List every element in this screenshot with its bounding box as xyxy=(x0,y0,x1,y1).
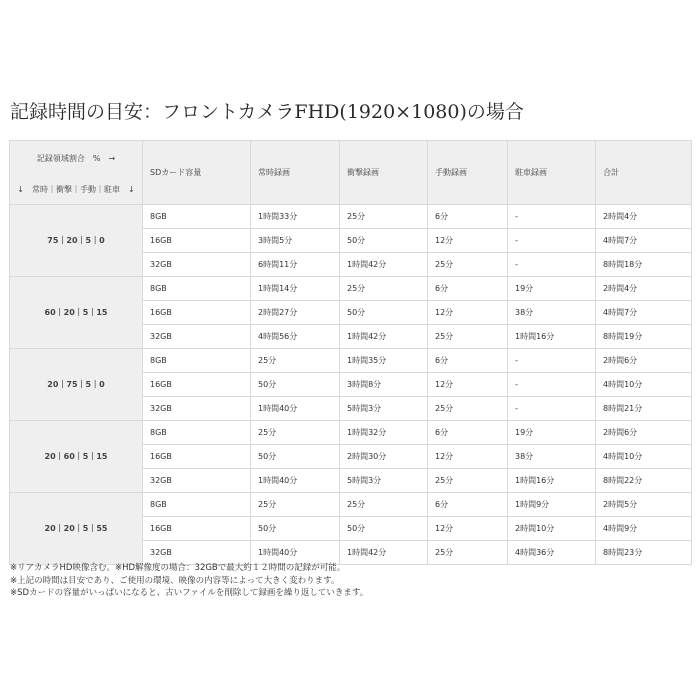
manual-time-cell: 12分 xyxy=(428,301,508,325)
sd-capacity-cell: 16GB xyxy=(143,229,251,253)
continuous-time-cell: 25分 xyxy=(251,349,340,373)
parking-time-cell: 1時間9分 xyxy=(508,493,596,517)
impact-time-cell: 25分 xyxy=(340,277,428,301)
table-row xyxy=(10,205,692,229)
continuous-time-cell: 50分 xyxy=(251,517,340,541)
total-time-cell: 4時間10分 xyxy=(596,373,692,397)
manual-time-cell: 6分 xyxy=(428,349,508,373)
impact-time-cell: 25分 xyxy=(340,205,428,229)
sd-capacity-cell: 32GB xyxy=(143,325,251,349)
continuous-time-cell: 2時間27分 xyxy=(251,301,340,325)
manual-time-cell: 12分 xyxy=(428,373,508,397)
continuous-time-cell: 25分 xyxy=(251,493,340,517)
parking-time-cell: - xyxy=(508,205,596,229)
impact-time-cell: 1時間35分 xyxy=(340,349,428,373)
column-header-total: 合計 xyxy=(596,141,692,205)
sd-capacity-cell: 16GB xyxy=(143,301,251,325)
parking-time-cell: 1時間16分 xyxy=(508,469,596,493)
parking-time-cell: 2時間10分 xyxy=(508,517,596,541)
column-header-sd-capacity: SDカード容量 xyxy=(143,141,251,205)
sd-capacity-cell: 8GB xyxy=(143,421,251,445)
impact-time-cell: 2時間30分 xyxy=(340,445,428,469)
total-time-cell: 2時間4分 xyxy=(596,277,692,301)
impact-time-cell: 5時間3分 xyxy=(340,469,428,493)
total-time-cell: 2時間4分 xyxy=(596,205,692,229)
continuous-time-cell: 4時間56分 xyxy=(251,325,340,349)
parking-time-cell: 38分 xyxy=(508,301,596,325)
manual-time-cell: 12分 xyxy=(428,517,508,541)
continuous-time-cell: 50分 xyxy=(251,445,340,469)
total-time-cell: 2時間5分 xyxy=(596,493,692,517)
manual-time-cell: 25分 xyxy=(428,253,508,277)
total-time-cell: 4時間7分 xyxy=(596,229,692,253)
table-row xyxy=(10,493,692,517)
mode-order-header: ↓ 常時｜衝撃｜手動｜駐車 ↓ xyxy=(10,175,143,205)
parking-time-cell: 19分 xyxy=(508,277,596,301)
impact-time-cell: 1時間42分 xyxy=(340,253,428,277)
total-time-cell: 8時間22分 xyxy=(596,469,692,493)
continuous-time-cell: 1時間14分 xyxy=(251,277,340,301)
impact-time-cell: 50分 xyxy=(340,301,428,325)
manual-time-cell: 25分 xyxy=(428,541,508,565)
continuous-time-cell: 3時間5分 xyxy=(251,229,340,253)
total-time-cell: 8時間23分 xyxy=(596,541,692,565)
parking-time-cell: - xyxy=(508,253,596,277)
manual-time-cell: 25分 xyxy=(428,397,508,421)
column-header-impact: 衝撃録画 xyxy=(340,141,428,205)
total-time-cell: 2時間6分 xyxy=(596,349,692,373)
manual-time-cell: 6分 xyxy=(428,421,508,445)
parking-time-cell: 4時間36分 xyxy=(508,541,596,565)
sd-capacity-cell: 16GB xyxy=(143,445,251,469)
manual-time-cell: 6分 xyxy=(428,277,508,301)
sd-capacity-cell: 32GB xyxy=(143,541,251,565)
parking-time-cell: - xyxy=(508,349,596,373)
total-time-cell: 4時間10分 xyxy=(596,445,692,469)
manual-time-cell: 12分 xyxy=(428,229,508,253)
footnote: ※リアカメラHD映像含む。※HD解像度の場合：32GBで最大約１２時間の記録が可能。 xyxy=(10,563,346,573)
manual-time-cell: 25分 xyxy=(428,325,508,349)
column-header-continuous: 常時録画 xyxy=(251,141,340,205)
sd-capacity-cell: 32GB xyxy=(143,397,251,421)
sd-capacity-cell: 8GB xyxy=(143,349,251,373)
ratio-group-label: 20｜75｜5｜0 xyxy=(10,349,143,421)
sd-capacity-cell: 8GB xyxy=(143,493,251,517)
total-time-cell: 8時間18分 xyxy=(596,253,692,277)
recording-time-table xyxy=(9,140,692,565)
continuous-time-cell: 25分 xyxy=(251,421,340,445)
column-header-manual: 手動録画 xyxy=(428,141,508,205)
continuous-time-cell: 1時間40分 xyxy=(251,469,340,493)
impact-time-cell: 1時間32分 xyxy=(340,421,428,445)
table-row xyxy=(10,421,692,445)
continuous-time-cell: 6時間11分 xyxy=(251,253,340,277)
page-title: 記録時間の目安：フロントカメラFHD(1920×1080)の場合 xyxy=(10,101,524,123)
sd-capacity-cell: 32GB xyxy=(143,469,251,493)
manual-time-cell: 12分 xyxy=(428,445,508,469)
footnote: ※上記の時間は目安であり、ご使用の環境、映像の内容等によって大きく変わります。 xyxy=(10,575,340,586)
total-time-cell: 2時間6分 xyxy=(596,421,692,445)
sd-capacity-cell: 8GB xyxy=(143,205,251,229)
manual-time-cell: 6分 xyxy=(428,205,508,229)
parking-time-cell: - xyxy=(508,373,596,397)
manual-time-cell: 25分 xyxy=(428,469,508,493)
parking-time-cell: 19分 xyxy=(508,421,596,445)
ratio-group-label: 75｜20｜5｜0 xyxy=(10,205,143,277)
table-row xyxy=(10,277,692,301)
impact-time-cell: 3時間8分 xyxy=(340,373,428,397)
total-time-cell: 8時間19分 xyxy=(596,325,692,349)
ratio-group-label: 20｜60｜5｜15 xyxy=(10,421,143,493)
parking-time-cell: 38分 xyxy=(508,445,596,469)
parking-time-cell: 1時間16分 xyxy=(508,325,596,349)
manual-time-cell: 6分 xyxy=(428,493,508,517)
continuous-time-cell: 1時間33分 xyxy=(251,205,340,229)
parking-time-cell: - xyxy=(508,397,596,421)
impact-time-cell: 1時間42分 xyxy=(340,325,428,349)
table-row xyxy=(10,349,692,373)
continuous-time-cell: 50分 xyxy=(251,373,340,397)
total-time-cell: 4時間7分 xyxy=(596,301,692,325)
impact-time-cell: 50分 xyxy=(340,229,428,253)
ratio-group-label: 60｜20｜5｜15 xyxy=(10,277,143,349)
footnote: ※SDカードの容量がいっぱいになると、古いファイルを削除して録画を繰り返していきます。 xyxy=(10,588,369,598)
footnotes xyxy=(10,562,690,600)
sd-capacity-cell: 8GB xyxy=(143,277,251,301)
impact-time-cell: 5時間3分 xyxy=(340,397,428,421)
ratio-group-label: 20｜20｜5｜55 xyxy=(10,493,143,565)
impact-time-cell: 50分 xyxy=(340,517,428,541)
parking-time-cell: - xyxy=(508,229,596,253)
total-time-cell: 8時間21分 xyxy=(596,397,692,421)
impact-time-cell: 1時間42分 xyxy=(340,541,428,565)
total-time-cell: 4時間9分 xyxy=(596,517,692,541)
continuous-time-cell: 1時間40分 xyxy=(251,397,340,421)
sd-capacity-cell: 16GB xyxy=(143,373,251,397)
continuous-time-cell: 1時間40分 xyxy=(251,541,340,565)
ratio-header: 記録領域割合 % → xyxy=(10,141,143,176)
column-header-parking: 駐車録画 xyxy=(508,141,596,205)
sd-capacity-cell: 16GB xyxy=(143,517,251,541)
sd-capacity-cell: 32GB xyxy=(143,253,251,277)
impact-time-cell: 25分 xyxy=(340,493,428,517)
